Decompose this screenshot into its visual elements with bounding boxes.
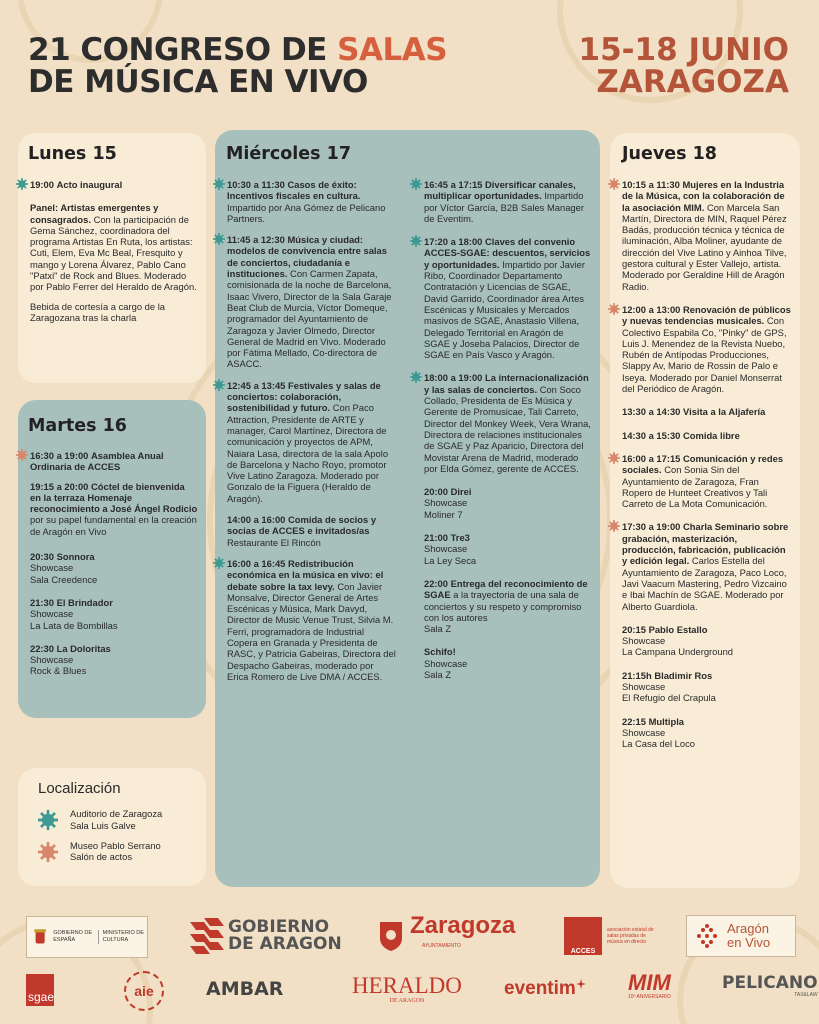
event-item bbox=[424, 486, 592, 520]
title-accent-word: SALAS bbox=[337, 32, 448, 68]
orange-location-dot-icon bbox=[16, 449, 28, 461]
logo-text: GOBIERNO DE ESPAÑA bbox=[53, 930, 93, 943]
event-time: 21:15h bbox=[622, 669, 652, 681]
title-part: 21 CONGRESO DE bbox=[28, 32, 338, 68]
event-item bbox=[622, 430, 792, 441]
event-title: Acto inaugural bbox=[56, 179, 123, 190]
teal-location-dot-icon bbox=[213, 178, 225, 190]
event-time: 21:30 bbox=[30, 596, 54, 608]
event-time: 11:45 a 12:30 bbox=[227, 234, 285, 246]
event-type: Showcase bbox=[622, 726, 666, 738]
event-item bbox=[227, 234, 397, 370]
logo-text: MINISTERIO DE CULTURA bbox=[102, 930, 144, 943]
logo-zaragoza bbox=[378, 914, 515, 958]
logo-heraldo bbox=[352, 974, 462, 1004]
teal-location-dot-icon bbox=[213, 557, 225, 569]
event-description: Con la participación de Gema Sánchez, coordinadora del programa Artistas En Ruta, los artistas: Cuti, Elem, Eva Mc Beal, Fresquito y mango y Lorena Álvarez, Pablo Cano "Patxi" de Rock and Blues. Moderado por Pablo Ferrer del Heraldo de Aragón. bbox=[30, 213, 197, 293]
event-description: Con Colectivo Espabila Co, "Pinky" de GPS, Luis J. Menendez de la Revista Nuebo, Rubén de Antípodas Producciones, Slappy Av, Mario de Rossin de Palo e Iseya. Moderado por Daniel Monserrat del Periódico de Aragón. bbox=[622, 315, 787, 395]
teal-location-dot-icon bbox=[410, 371, 422, 383]
teal-location-dot-icon bbox=[410, 235, 422, 247]
page-title bbox=[28, 34, 447, 98]
event-venue: Moliner 7 bbox=[424, 508, 463, 520]
event-item bbox=[30, 450, 198, 473]
logo-text: DE ARAGON bbox=[228, 934, 342, 954]
event-venue: El Refugio del Crapula bbox=[622, 692, 716, 704]
event-item bbox=[227, 558, 397, 682]
event-title: Redistribución económica en la música en vivo: el debate sobre la tax levy. bbox=[227, 557, 384, 592]
event-title: Diversificar canales, multiplicar oportunidades. bbox=[424, 179, 576, 202]
legend-sublabel: Salón de actos bbox=[70, 851, 133, 863]
event-venue: Rock & Blues bbox=[30, 665, 87, 677]
logo-acces bbox=[564, 916, 655, 956]
logo-text: en Vivo bbox=[727, 935, 771, 950]
event-item bbox=[30, 481, 198, 537]
logo-text: aie bbox=[134, 983, 154, 999]
event-title: Visita a la Aljafería bbox=[683, 406, 766, 418]
event-title: El Brindador bbox=[56, 596, 113, 608]
event-time: 14:30 a 15:30 bbox=[622, 429, 681, 441]
legend-label: Auditorio de Zaragoza bbox=[70, 808, 163, 820]
logo-ambar bbox=[206, 978, 283, 1000]
localizacion-box bbox=[38, 780, 198, 863]
event-item bbox=[227, 179, 397, 224]
event-time: 14:00 a 16:00 bbox=[227, 514, 286, 526]
event-time: 10:15 a 11:30 bbox=[622, 179, 680, 190]
logo-text: MIM bbox=[628, 970, 671, 995]
event-time: 18:00 a 19:00 bbox=[424, 372, 483, 384]
event-description: Impartido por Ana Gómez de Pelicano Partners. bbox=[227, 201, 386, 224]
event-item bbox=[622, 716, 792, 750]
orange-location-dot-icon bbox=[608, 520, 620, 532]
logo-text: AYUNTAMIENTO bbox=[422, 943, 461, 949]
event-time: 12:45 a 13:45 bbox=[227, 379, 286, 391]
logo-pelicano bbox=[722, 974, 818, 998]
localizacion-title: Localización bbox=[38, 780, 121, 797]
event-title: Sonnora bbox=[56, 551, 95, 563]
event-item bbox=[424, 372, 592, 474]
date-range: 15-18 JUNIO bbox=[578, 32, 789, 68]
event-time: 22:15 bbox=[622, 715, 646, 727]
event-title: Asamblea Anual Ordinaria de ACCES bbox=[30, 450, 164, 473]
logo-text: Aragón bbox=[727, 921, 769, 936]
aragon-stripes-icon bbox=[190, 918, 224, 954]
event-venue: Sala Z bbox=[424, 623, 452, 635]
logo-gobierno-aragon bbox=[190, 914, 342, 958]
miercoles-column-left bbox=[227, 179, 397, 690]
event-description: Con Soco Collado, Presidenta de Es Música y Gerente de Promusicae, Tali Carreto, Director del Monkey Week, Vera Wrana, Directora de relaciones institucionales de SGAE y Paz Aparicio, Directora del Movistar Arena de Madrid, moderado por Elda Gómez, gerente de ACCES. bbox=[424, 383, 591, 474]
event-description: Con Carmen Zapata, comisionada de la noche de Barcelona, Isaac Vivero, Director de la Sala Garaje Beat Club de Murcia, Víctor Domeque, programador del Ayuntamiento de Zaragoza y Javier Olmedo, Director General de Madrid en Vivo. Moderado por Fátima Mellado, Co-directora de ASACC. bbox=[227, 268, 392, 370]
event-title: La internacionalización y las salas de conciertos. bbox=[424, 372, 589, 395]
event-time: 20:30 bbox=[30, 551, 54, 563]
sparkle-icon bbox=[576, 979, 586, 989]
teal-location-dot-icon bbox=[213, 233, 225, 245]
event-time: 16:30 a 19:00 bbox=[30, 450, 89, 461]
miercoles-column-right bbox=[424, 179, 592, 688]
event-type: Showcase bbox=[622, 680, 666, 692]
logo-gobierno-espana bbox=[26, 916, 148, 958]
orange-location-dot-icon bbox=[608, 178, 620, 190]
event-title: Panel: Artistas emergentes y consagrados. bbox=[30, 202, 159, 225]
teal-location-dot-icon bbox=[16, 178, 28, 190]
event-title: Multipla bbox=[648, 715, 685, 727]
logo-aie bbox=[124, 971, 164, 1011]
event-type: Showcase bbox=[622, 635, 666, 647]
dots-icon bbox=[695, 924, 719, 948]
event-note: Bebida de cortesía a cargo de la Zaragozana tras la charla bbox=[30, 300, 165, 323]
event-item bbox=[30, 179, 198, 190]
logo-eventim bbox=[504, 978, 586, 1000]
event-time: 20:00 bbox=[424, 486, 448, 498]
logo-text: asociación estatal de salas privadas de música en directo bbox=[607, 927, 654, 945]
event-title: Comida de socios y socias de ACCES e invitados/as bbox=[227, 514, 377, 537]
day-heading-jueves: Jueves 18 bbox=[622, 144, 717, 164]
event-item bbox=[227, 380, 397, 504]
legend-item-auditorio bbox=[38, 808, 198, 831]
coat-of-arms-icon bbox=[33, 923, 47, 951]
legend-item-museo bbox=[38, 840, 198, 863]
orange-location-dot-icon bbox=[608, 303, 620, 315]
event-title: Cóctel de bienvenida en la terraza Homenaje reconocimiento a José Ángel Rodicio bbox=[30, 480, 198, 515]
event-description: Con Sonia Sin del Ayuntamiento de Zaragoza, Fran Ropero de Hunteet Creativos y Tali Carreto de La Mota Comunicación. bbox=[622, 464, 768, 510]
logo-text: HERALDO bbox=[352, 973, 462, 998]
event-time: 13:30 a 14:30 bbox=[622, 406, 681, 418]
event-time: 21:00 bbox=[424, 532, 448, 544]
event-description: Con Paco Attraction, Presidente de ARTE y manager, Carol Martínez, Directora de comunicación y proyectos de APM, Naiara Lasa, directora de la sala Apolo de Barcelona y Nacho Royo, promotor Vive Latino Zaragoza. Moderado por Gonzalo de la Figuera (Heraldo de Aragón). bbox=[227, 402, 389, 504]
legend-sublabel: Sala Luis Galve bbox=[70, 819, 136, 831]
event-item bbox=[424, 578, 592, 634]
teal-location-dot-icon bbox=[213, 379, 225, 391]
event-item bbox=[622, 624, 792, 658]
logo-sgae bbox=[26, 974, 54, 1006]
event-type: Showcase bbox=[424, 657, 468, 669]
event-item bbox=[30, 551, 198, 585]
jueves-column bbox=[622, 179, 792, 757]
event-time: 16:45 a 17:15 bbox=[424, 179, 483, 190]
event-item bbox=[622, 453, 792, 509]
logo-text: PELICANO bbox=[722, 973, 818, 993]
logo-text: 10º ANIVERSARIO bbox=[628, 994, 671, 1000]
event-item bbox=[424, 646, 592, 680]
martes-column bbox=[30, 450, 198, 685]
event-title: Pablo Estallo bbox=[648, 623, 708, 635]
event-time: 17:30 a 19:00 bbox=[622, 521, 681, 533]
event-item bbox=[622, 179, 792, 292]
lunes-column bbox=[30, 179, 198, 331]
logo-text: sgae bbox=[28, 990, 55, 1004]
teal-location-dot-icon bbox=[38, 810, 58, 830]
event-item bbox=[424, 236, 592, 360]
title-line-2: DE MÚSICA EN VIVO bbox=[28, 64, 368, 100]
day-heading-martes: Martes 16 bbox=[28, 416, 127, 436]
event-venue: La Campana Underground bbox=[622, 646, 734, 658]
event-time: 16:00 a 17:15 bbox=[622, 452, 681, 464]
event-type: Showcase bbox=[30, 654, 74, 666]
event-title: Música y ciudad: modelos de convivencia entre salas de conciertos, ciudadanía e instituciones. bbox=[227, 234, 387, 280]
event-title: Comida libre bbox=[683, 429, 740, 441]
logo-text: Zaragoza bbox=[410, 912, 516, 939]
acces-mark bbox=[564, 917, 602, 955]
event-title: Comunicación y redes sociales. bbox=[622, 452, 784, 476]
event-title: Mujeres en la Industria de la Música, con la colaboración de la asociación MIM. bbox=[622, 179, 785, 213]
event-item bbox=[424, 532, 592, 566]
title-line-1 bbox=[28, 32, 447, 68]
event-time: 16:00 a 16:45 bbox=[227, 557, 286, 569]
event-time: 17:20 a 18:00 bbox=[424, 236, 483, 248]
city: ZARAGOZA bbox=[596, 64, 789, 100]
event-description: Con Javier Monsalve, Director General de Artes Escénicas y Música, Mark Davyd, Director de Music Venue Trust, Silvia M. Ferri, programadora de Industrial Copera en Granada y Presidenta de RASC, y Patricia Gabeiras, Directora del Despacho Gabeiras, moderado por Erica Romero de Live DMA / ACCES. bbox=[227, 580, 396, 682]
event-title: Casos de éxito: Incentivos fiscales en cultura. bbox=[227, 179, 361, 202]
event-time: 22:00 bbox=[424, 577, 448, 589]
event-item bbox=[30, 597, 198, 631]
logo-text: DE ARAGON bbox=[389, 998, 425, 1004]
event-venue: La Ley Seca bbox=[424, 554, 477, 566]
event-type: Showcase bbox=[424, 497, 468, 509]
event-time: 19:00 bbox=[30, 179, 54, 190]
event-description: Carlos Estella del Ayuntamiento de Zaragoza, Paco Loco, Javi Vaacum Mastering, Pedro Vizcaino e Ibai Machín de SGAE. Moderado por Alberto Guardiola. bbox=[622, 555, 787, 612]
event-venue: Sala Z bbox=[424, 668, 452, 680]
event-title: Claves del convenio ACCES-SGAE: descuentos, servicios y oportunidades. bbox=[424, 236, 591, 270]
event-title: Tre3 bbox=[450, 532, 470, 544]
event-time: 12:00 a 13:00 bbox=[622, 303, 681, 315]
logo-text: eventim bbox=[504, 978, 576, 999]
event-venue: La Lata de Bombillas bbox=[30, 619, 118, 631]
event-title: Festivales y salas de conciertos: colaboración, sostenibilidad y futuro. bbox=[227, 379, 381, 414]
event-title: La Doloritas bbox=[56, 642, 111, 654]
teal-location-dot-icon bbox=[410, 178, 422, 190]
logo-text: TAX&LAW bbox=[794, 992, 818, 998]
logo-text: GOBIERNO bbox=[228, 917, 330, 937]
event-item bbox=[227, 514, 397, 548]
event-time: 10:30 a 11:30 bbox=[227, 179, 285, 190]
event-description: Impartido por Víctor García, B2B Sales Manager de Eventim. bbox=[424, 190, 584, 224]
zaragoza-shield-icon bbox=[378, 920, 404, 952]
logo-aragon-en-vivo bbox=[686, 915, 796, 957]
day-heading-miercoles: Miércoles 17 bbox=[226, 144, 352, 164]
event-title: Renovación de públicos y nuevas tendencias musicales. bbox=[622, 303, 791, 327]
legend-label: Museo Pablo Serrano bbox=[70, 839, 161, 851]
event-item bbox=[622, 670, 792, 704]
event-item bbox=[622, 304, 792, 394]
event-time: 22:30 bbox=[30, 642, 54, 654]
event-description: a la trayectoria de una sala de conciertos y su respeto y compromiso con los autores bbox=[424, 589, 582, 623]
event-item bbox=[424, 179, 592, 224]
event-item bbox=[622, 521, 792, 611]
event-date bbox=[579, 34, 789, 98]
event-type: Showcase bbox=[424, 543, 468, 555]
event-title: Charla Seminario sobre grabación, masterización, producción, fabricación, publicación y edición legal. bbox=[622, 521, 789, 567]
event-item bbox=[30, 643, 198, 677]
logo-mim bbox=[628, 972, 671, 1000]
logo-text: ACCES bbox=[570, 948, 596, 955]
logo-text: AMBAR bbox=[206, 978, 284, 1000]
event-title: Schifo! bbox=[424, 646, 456, 658]
event-venue: La Casa del Loco bbox=[622, 738, 695, 750]
event-venue: Restaurante El Rincón bbox=[227, 536, 321, 548]
event-description: por su papel fundamental en la creación de Aragón en Vivo bbox=[30, 514, 197, 537]
event-item bbox=[30, 202, 198, 292]
event-time: 19:15 a 20:00 bbox=[30, 480, 89, 492]
day-heading-lunes: Lunes 15 bbox=[28, 144, 117, 164]
event-title: Direi bbox=[450, 486, 472, 498]
orange-location-dot-icon bbox=[608, 452, 620, 464]
event-venue: Sala Creedence bbox=[30, 573, 98, 585]
event-description: Impartido por Javier Ribo, Coordinador Departamento Contratación y Licencias de SGAE, David Garrido, Coordinador área Artes Escénicas y Musicales y Mercados masivos de SGAE, Anastasio Villena, Delegado Territorial en Aragón de SGAE y Joseba Palacios, Director de SGAE en País Vasco y Aragón. bbox=[424, 258, 585, 361]
event-item bbox=[622, 406, 792, 417]
orange-location-dot-icon bbox=[38, 842, 58, 862]
event-description: Con Marcela San Martín, Directora de MIN, Raquel Pérez Badás, producción técnica y técnica de iluminación, Alba Moliner, ayudante de dirección del Vive Latino y Ainhoa Tilve, gestora cultural y Ester Vallejo, artista. Moderado por Geraldine Hill de Aragón Radio. bbox=[622, 201, 787, 292]
event-time: 20:15 bbox=[622, 623, 646, 635]
event-title: Entrega del reconocimiento de SGAE bbox=[424, 577, 588, 601]
event-title: Bladimir Ros bbox=[654, 669, 713, 681]
event-type: Showcase bbox=[30, 608, 74, 620]
event-type: Showcase bbox=[30, 562, 74, 574]
